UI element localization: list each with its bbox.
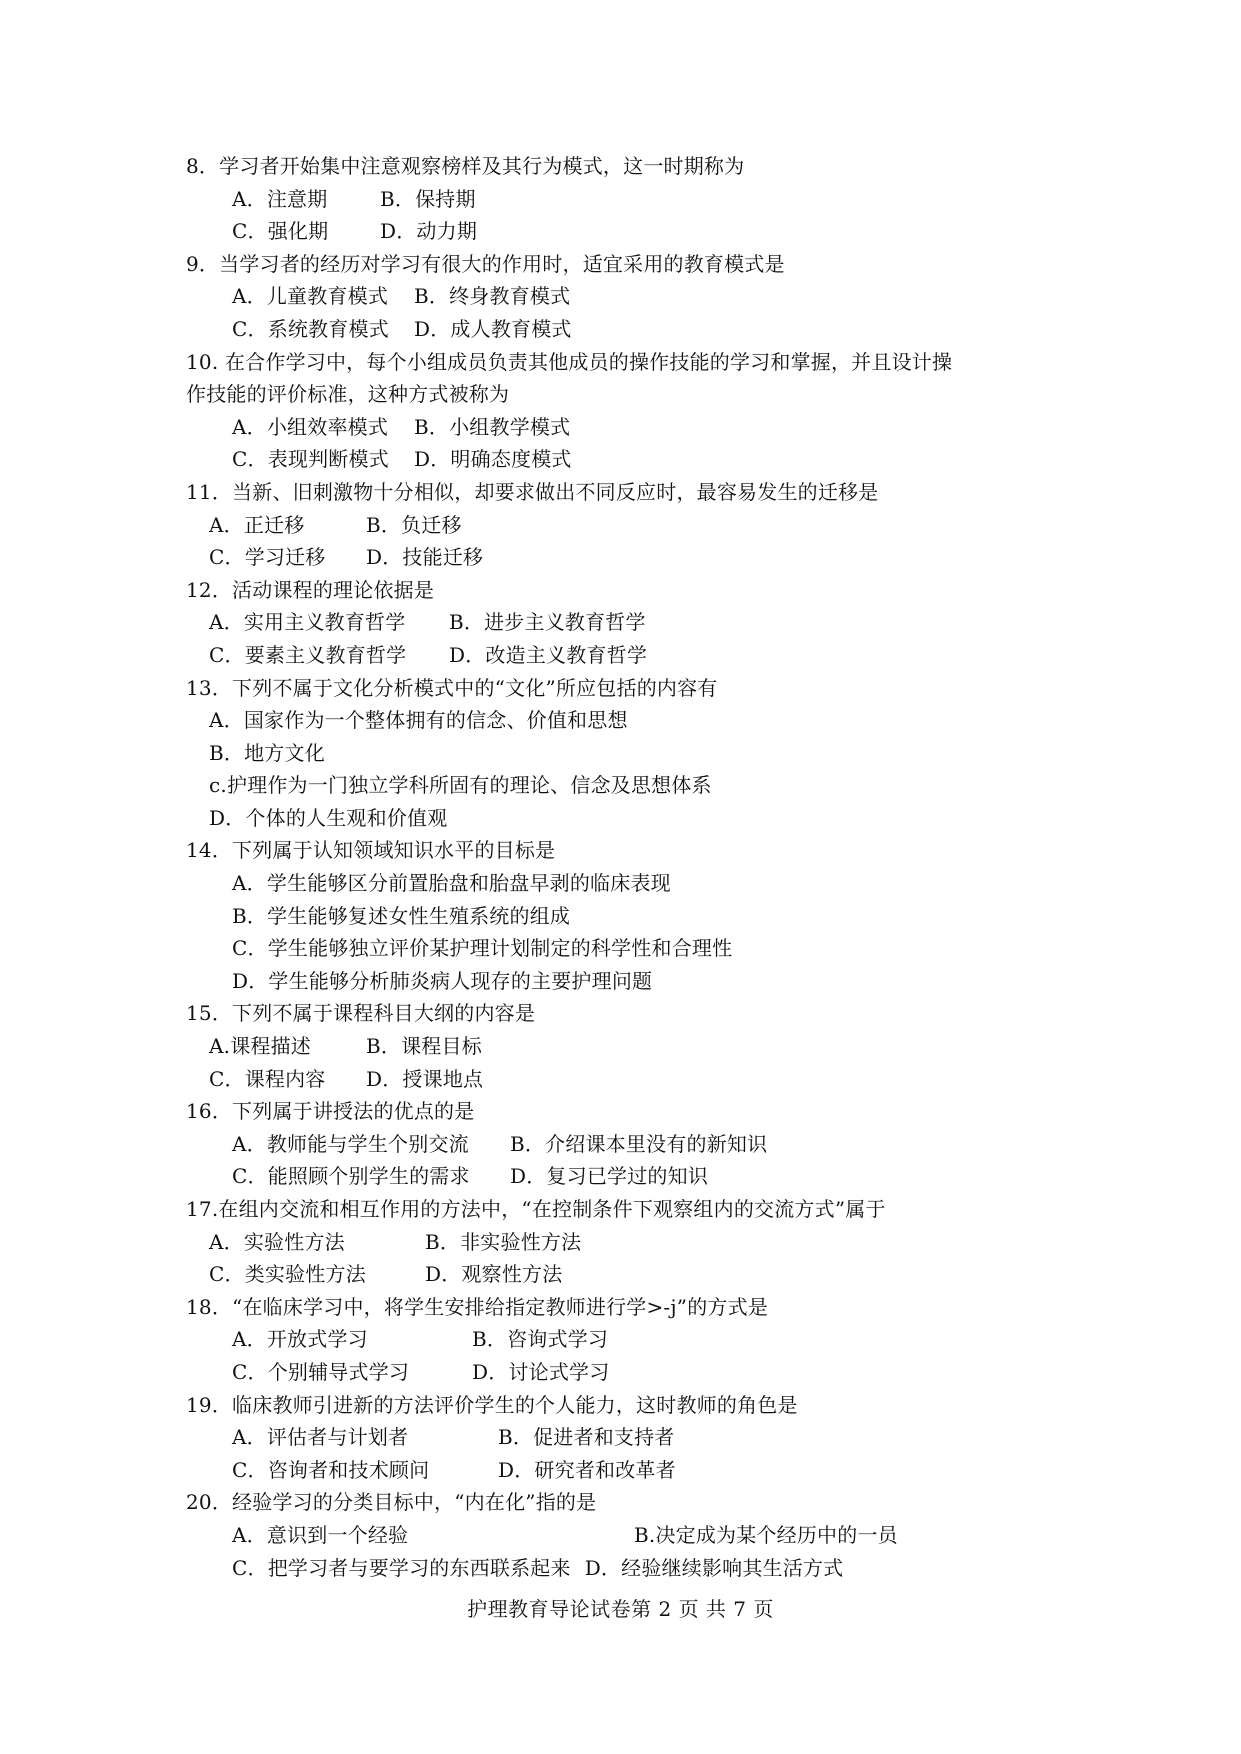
question-12-options-row-1 xyxy=(186,606,1086,639)
question-12-option-c: C．要素主义教育哲学 xyxy=(209,642,407,667)
question-18-option-c: C．个别辅导式学习 xyxy=(232,1359,410,1384)
question-9-option-d: D．成人教育模式 xyxy=(414,316,572,341)
question-15-option-a: A.课程描述 xyxy=(209,1034,312,1059)
question-10-option-d: D．明确态度模式 xyxy=(414,447,572,472)
question-15-stem: 15．下列不属于课程科目大纲的内容是 xyxy=(186,1001,536,1026)
question-8-option-b: B．保持期 xyxy=(380,186,476,211)
question-8-options-row-2 xyxy=(186,215,1086,248)
question-16-option-d: D．复习已学过的知识 xyxy=(510,1164,709,1189)
question-17-option-d: D．观察性方法 xyxy=(425,1262,563,1287)
question-18-options-row-2 xyxy=(186,1356,1086,1389)
question-10-stem-line-2: 作技能的评价标准，这种方式被称为 xyxy=(186,382,510,407)
question-10-stem-line-1: 10. 在合作学习中，每个小组成员负责其他成员的操作技能的学习和掌握，并且设计操 xyxy=(186,349,953,374)
question-10-option-c: C．表现判断模式 xyxy=(232,447,389,472)
question-15-option-d: D．授课地点 xyxy=(366,1066,484,1091)
question-13-option-a: A．国家作为一个整体拥有的信念、价值和思想 xyxy=(209,708,628,733)
question-20-option-d: D．经验继续影响其生活方式 xyxy=(584,1555,844,1580)
question-8-option-d: D．动力期 xyxy=(380,219,478,244)
question-18-stem: 18．“在临床学习中，将学生安排给指定教师进行学>-j”的方式是 xyxy=(186,1294,769,1319)
question-11-option-a: A．正迁移 xyxy=(209,512,305,537)
question-17-stem: 17.在组内交流和相互作用的方法中，“在控制条件下观察组内的交流方式”属于 xyxy=(186,1197,886,1221)
question-14-option-c: C．学生能够独立评价某护理计划制定的科学性和合理性 xyxy=(232,936,733,961)
question-18-options-row-1 xyxy=(186,1323,1086,1356)
question-20-options-row-1 xyxy=(186,1519,1086,1552)
question-9-options-row-2 xyxy=(186,313,1086,346)
question-14-stem: 14．下列属于认知领域知识水平的目标是 xyxy=(186,838,556,863)
question-17-option-a: A．实验性方法 xyxy=(209,1229,345,1254)
question-11-option-d: D．技能迁移 xyxy=(366,545,484,570)
question-16-options-row-1 xyxy=(186,1128,1086,1161)
question-12-option-b: B．进步主义教育哲学 xyxy=(449,610,646,635)
question-9-option-c: C．系统教育模式 xyxy=(232,316,389,341)
question-19-option-c: C．咨询者和技术顾问 xyxy=(232,1457,430,1482)
question-11-option-b: B．负迁移 xyxy=(366,512,462,537)
question-15-option-b: B．课程目标 xyxy=(366,1034,482,1059)
question-11-option-c: C．学习迁移 xyxy=(209,545,326,570)
page-footer: 护理教育导论试卷第 2 页 共 7 页 xyxy=(467,1597,774,1621)
question-14-option-d: D．学生能够分析肺炎病人现存的主要护理问题 xyxy=(232,968,653,993)
question-12-option-a: A．实用主义教育哲学 xyxy=(209,610,406,635)
question-9-option-b: B．终身教育模式 xyxy=(414,284,571,309)
question-19-option-b: B．促进者和支持者 xyxy=(498,1425,675,1450)
question-17-options-row-2 xyxy=(186,1258,1086,1291)
question-12-option-d: D．改造主义教育哲学 xyxy=(449,642,648,667)
question-20-stem: 20．经验学习的分类目标中，“内在化”指的是 xyxy=(186,1490,597,1515)
question-20-option-c: C．把学习者与要学习的东西联系起来 xyxy=(232,1555,571,1580)
question-19-options-row-2 xyxy=(186,1454,1086,1487)
question-8-stem: 8．学习者开始集中注意观察榜样及其行为模式，这一时期称为 xyxy=(186,154,745,178)
question-16-options-row-2 xyxy=(186,1160,1086,1193)
question-11-options-row-2 xyxy=(186,541,1086,574)
question-10-options-row-1 xyxy=(186,411,1086,444)
question-19-options-row-1 xyxy=(186,1421,1086,1454)
question-20-option-a: A．意识到一个经验 xyxy=(232,1522,409,1547)
question-19-option-a: A．评估者与计划者 xyxy=(232,1425,409,1450)
question-17-options-row-1 xyxy=(186,1226,1086,1259)
question-8-option-a: A．注意期 xyxy=(232,186,328,211)
question-8-options-row-1 xyxy=(186,183,1086,216)
question-10-option-a: A．小组效率模式 xyxy=(232,414,389,439)
question-11-options-row-1 xyxy=(186,509,1086,542)
question-13-option-d: D．个体的人生观和价值观 xyxy=(209,805,448,830)
question-12-stem: 12．活动课程的理论依据是 xyxy=(186,577,435,602)
question-18-option-b: B．咨询式学习 xyxy=(472,1327,609,1352)
question-10-options-row-2 xyxy=(186,443,1086,476)
question-16-option-a: A．教师能与学生个别交流 xyxy=(232,1131,469,1156)
question-19-option-d: D．研究者和改革者 xyxy=(498,1457,676,1482)
question-9-stem: 9．当学习者的经历对学习有很大的作用时，适宜采用的教育模式是 xyxy=(186,251,785,276)
question-10-option-b: B．小组教学模式 xyxy=(414,414,571,439)
question-14-option-a: A．学生能够区分前置胎盘和胎盘早剥的临床表现 xyxy=(232,871,671,896)
question-11-stem: 11．当新、旧刺激物十分相似，却要求做出不同反应时，最容易发生的迁移是 xyxy=(186,479,879,504)
question-15-options-row-1 xyxy=(186,1030,1086,1063)
question-13-option-c: c.护理作为一门独立学科所固有的理论、信念及思想体系 xyxy=(209,773,712,798)
question-13-stem: 13．下列不属于文化分析模式中的“文化”所应包括的内容有 xyxy=(186,675,718,700)
question-16-option-c: C．能照顾个别学生的需求 xyxy=(232,1164,470,1189)
question-20-options-row-2 xyxy=(186,1552,1086,1585)
question-16-option-b: B．介绍课本里没有的新知识 xyxy=(510,1131,768,1156)
question-16-stem: 16．下列属于讲授法的优点的是 xyxy=(186,1099,475,1124)
question-13-option-b: B．地方文化 xyxy=(209,740,325,765)
question-9-options-row-1 xyxy=(186,280,1086,313)
question-list xyxy=(186,150,1086,1584)
question-8-option-c: C．强化期 xyxy=(232,219,329,244)
question-17-option-b: B．非实验性方法 xyxy=(425,1229,582,1254)
question-9-option-a: A．儿童教育模式 xyxy=(232,284,389,309)
question-20-option-b: B.决定成为某个经历中的一员 xyxy=(634,1522,898,1547)
question-17-option-c: C．类实验性方法 xyxy=(209,1262,366,1287)
question-15-options-row-2 xyxy=(186,1063,1086,1096)
question-19-stem: 19．临床教师引进新的方法评价学生的个人能力，这时教师的角色是 xyxy=(186,1392,798,1417)
question-15-option-c: C．课程内容 xyxy=(209,1066,326,1091)
question-14-option-b: B．学生能够复述女性生殖系统的组成 xyxy=(232,903,571,928)
question-12-options-row-2 xyxy=(186,639,1086,672)
question-18-option-d: D．讨论式学习 xyxy=(472,1359,610,1384)
question-18-option-a: A．开放式学习 xyxy=(232,1327,368,1352)
